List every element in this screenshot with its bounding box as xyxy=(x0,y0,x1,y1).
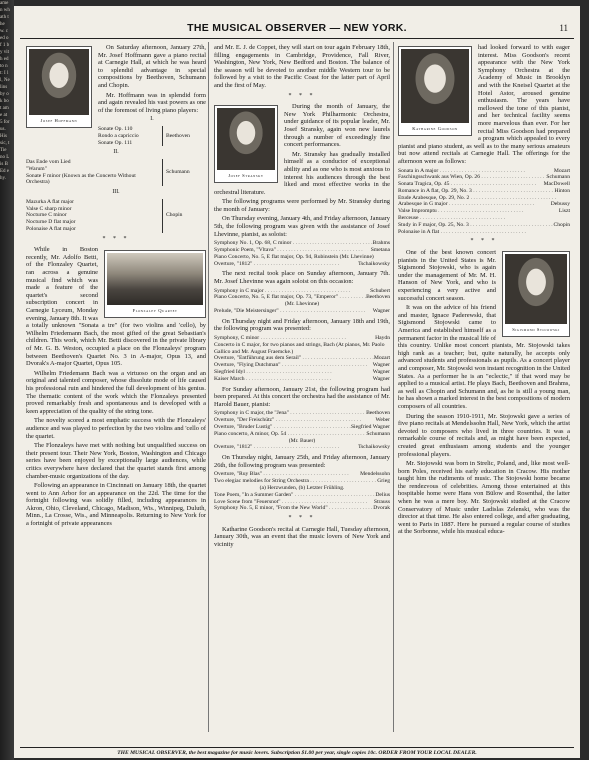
photo-stransky xyxy=(214,105,278,183)
adjacent-page-edge xyxy=(0,0,14,760)
portrait-image xyxy=(29,49,89,115)
program-line: Overture, "Bruder Lustig" . . . Siegfried Wagner xyxy=(214,424,390,431)
program-line: Overture, "1812" . . . Tschaikowsky xyxy=(214,261,390,268)
paragraph: On Thursday evening, January 4th, and Friday afternoon, January 5th, the following program was given with the assistance of Josef Lhevinne, pianist, as soloist: xyxy=(214,215,390,238)
paragraph: During the month of January, the New York Philharmonic Orchestra, under guidance of its popular leader, Mr. Josef Stransky, again won new laurels through a number of exceedingly fine concert performances. xyxy=(284,103,390,149)
portrait-image xyxy=(401,49,469,123)
paragraph: While in Boston recently, Mr. Adolfo Betti, of the Flonzaley Quartet, ran across a genuine musical find which was made a feature of the quartet's second subscription concert in Carnegie Lyceum, Monday evening, January 8th. It was a totally unknown "Sonata a tre" (for two violins and 'cello), by Wilhelm Friedemann Bach, the most gifted of the great Sebastian's children. This work, which Mr. Betti discovered in the private library of Mr. G. B. Weston, occupied a place on the Flonzaleys' program between Beethoven's Quartet No. 3 in A-major, Opus 13, and Dvorak's A-major Quartet, Opus 105. xyxy=(26,246,206,368)
program-item: Mazurka A flat major xyxy=(26,198,74,205)
column-2 xyxy=(214,44,390,550)
paragraph: The novelty scored a most emphatic success with the Flonzaleys' audience and was played to perfection by the two violins and 'cello of the quartet. xyxy=(26,417,206,440)
program-line: Symphony No. 5, E minor, "From the New World" . . . Dvorak xyxy=(214,505,390,512)
program-line: Valse Impromptu . . . Liszt xyxy=(398,208,570,215)
program-line: Love Scene from "Feuersnot" . . . Strauss xyxy=(214,499,390,506)
paragraph: On Saturday afternoon, January 27th, Mr. Josef Hoffmann gave a piano recital at Carnegie Hall, at which he was heard to splendid advantage in special compositions by Beethoven, Schumann and Chopin. xyxy=(98,44,206,89)
photo-goodson xyxy=(398,46,472,136)
program-line: Two elegiac melodies for String Orchestra . . . Grieg xyxy=(214,478,390,485)
photo-caption: Sigismond Stojowski xyxy=(512,327,560,333)
program-list xyxy=(214,288,390,315)
program-item: "Warum" xyxy=(26,165,47,172)
program-item: Sonate Op. 111 xyxy=(98,139,133,146)
photo-stojowski xyxy=(502,251,570,337)
portrait-image xyxy=(505,254,567,324)
footer-rule xyxy=(20,747,574,748)
section-separator: * * * xyxy=(102,235,130,242)
program-line: Symphony in C major . . . Schubert xyxy=(214,288,390,295)
program-line: Overture, "Ruy Blas" . . . Mendelssohn xyxy=(214,471,390,478)
program-list xyxy=(214,410,390,451)
program-section-number: III. xyxy=(112,189,120,196)
program-line: Study in F major, Op. 25, No. 3 . . . Chopin xyxy=(398,222,570,229)
paragraph: Mr. Stransky has gradually installed himself as a conductor of exceptional ability and as one who is most anxious to interest his audiences through the best liked and most effective works in the orchestral literature. xyxy=(214,150,390,196)
column-3 xyxy=(398,44,570,538)
paragraph: The following programs were performed by Mr. Stransky during the month of January: xyxy=(214,198,390,213)
paragraph: One of the best known concert pianists in the United States is Mr. Sigismond Stojowski, who is again under the management of Mr. M. H. Hanson of New York, and who is experiencing a very active and successful concert season. xyxy=(398,249,496,302)
page-footer: THE MUSICAL OBSERVER, the best magazine for music lovers. Subscription $1.00 per year, single copies 10c. ORDER FROM YOUR LOCAL DEALER. xyxy=(117,750,477,756)
page-number: 11 xyxy=(559,23,568,33)
paragraph: Mr. Hoffmann was in splendid form and again revealed his vast powers as one of the foremost of living piano players: xyxy=(98,91,206,114)
header-rule xyxy=(20,38,574,39)
column-divider xyxy=(393,42,394,732)
page-header: THE MUSICAL OBSERVER — NEW YORK. xyxy=(187,22,407,34)
section-separator: * * * xyxy=(288,92,316,99)
program-item: Das Ende vom Lied xyxy=(26,158,71,165)
program-line: Piano Concerto, No. 5, E flat major, Op. 94, Rubinstein (Mr. Lhevinne) xyxy=(214,253,374,260)
program-section-number: I. xyxy=(150,116,154,123)
program-line: Overture, "1812" . . . Tschaikowsky xyxy=(214,444,390,451)
program-item: Polonaise A flat major xyxy=(26,225,76,232)
program-line: Faschingsschwank aus Wien, Op. 26 . . . Schumann xyxy=(398,174,570,181)
paragraph: and Mr. E. J. de Coppet, they will start on tour again February 18th, filling engagements in Cambridge, Providence, Fall River, Washington, New York, New Bedford and Boston. The balance of the season will be devoted to another middle Western tour to be followed by a visit to the Pacific Coast for the latter part of April and the first of May. xyxy=(214,44,390,89)
program-line: Symphony in C major, the "Jena" . . . Beethoven xyxy=(214,410,390,417)
photo-caption: Josef Hoffmann xyxy=(40,118,78,123)
program-list xyxy=(214,335,390,383)
paragraph: On Thursday night, January 25th, and Friday afternoon, January 26th, the following program was presented: xyxy=(214,454,390,469)
program-line: Tone Poem, "In a Summer Garden" . . . Delius xyxy=(214,492,390,499)
program-item: Nocturne D flat major xyxy=(26,219,76,226)
paragraph: During the season 1910-1911, Mr. Stojowski gave a series of five piano recitals at Mendelssohn Hall, New York, which the artist devoted to composers who lived in three countries. It was a remarkable course of recitals and, as might have been expected, created great enthusiasm among students and the younger professional players. xyxy=(398,412,570,458)
program-list xyxy=(214,471,390,512)
program-item: Rondo a capriccio xyxy=(98,132,139,139)
paragraph: Mr. Stojowski was born in Strelic, Poland, and, like most well-born Poles, received his early education in Cracow. His mother taught him the rudiments of music. The Stojowski home became the rendezvous of celebrities. Among those entertained at this hospitable home were Hans von Bülow and Rosenthal, the latter when he was a mere boy. Mr. Stojowski studied at the Cracow Conservatory of Music under Ladislas Zelenski, who was the director at that time. He also entered college, and after graduating, went to Paris in 1887. Here he pursued a regular course of studies at the Sorbonne, while his musical educa- xyxy=(398,460,570,536)
photo-caption: Katharine Goodson xyxy=(412,126,458,131)
program-list xyxy=(98,126,206,146)
program-item: Sonate Op. 110 xyxy=(98,125,133,132)
program-line: Symphony, C minor . . . Haydn xyxy=(214,335,390,342)
program-line: Symphony No. 1, Op. 68, C minor . . . Brahms xyxy=(214,240,390,247)
program-composer: Beethoven xyxy=(166,132,190,139)
adjacent-page-text: amen wh ath the w. ced of 1 by vith ed to nt: I ll, Ne lins by ok bot ame at 5 for us. His sic, t Tie no L is B Ed e hy. xyxy=(0,1,10,181)
program-list xyxy=(398,168,570,236)
program-line: (Mr. Lhevinne) xyxy=(284,301,320,308)
program-line: Sonata in A major . . . Mozart xyxy=(398,168,570,175)
paragraph: On Thursday night and Friday afternoon, January 18th and 19th, the following program was presented: xyxy=(214,317,390,333)
program-line: (a) Herzwunden, (b) Letzter Frühling. xyxy=(259,484,345,491)
paragraph: had looked forward to with eager interest. Miss Goodson's recent appearance with the New York Symphony Orchestra at the Academy of Music in Brooklyn and with the Kneisel Quartet at the Hotel Astor, aroused genuine enthusiasm. The years have mellowed the tone of this pianist, and her technical facility seems more marvelous than ever. For her recital Miss Goodson had prepared a program which appealed to every pianist and piano student, as well as to the many serious amateurs but now attend recitals at Carnegie Hall. The offerings for the afternoon were as follows: xyxy=(398,44,570,165)
program-line: Arabesque in G major . . . Debussy xyxy=(398,201,570,208)
program-line: Piano Concerto, No. 5, E flat major, Op. 73, "Emperor" . . . Beethoven xyxy=(214,294,390,301)
program-line: Etude Arabesque, Op. 29, No. 2 . . . xyxy=(398,195,570,202)
program-line: Prelude, "Die Meistersinger" . . . Wagner xyxy=(214,308,390,315)
program-composer: Schumann xyxy=(166,169,190,176)
program-list xyxy=(214,240,390,267)
program-line: (Mr. Bauer) xyxy=(288,437,316,444)
magazine-page xyxy=(14,6,580,758)
photo-flonzaley-quartet xyxy=(104,250,206,318)
paragraph: Following an appearance in Cincinnati on January 18th, the quartet went to Ann Arbor for an appearance on the 22d. The time for the fortnight following was solidly filled, including appearances in Akron, Ohio, Cleveland, Chicago, Madison, Wis., Winnipeg, Duluth, Minn., La Crosse, Wis., and Minneapolis. Returning to New York for a fortnight of private appearances xyxy=(26,482,206,528)
section-separator: * * * xyxy=(470,238,498,245)
group-photo-image xyxy=(107,253,203,305)
photo-caption: Flonzaley Quartet xyxy=(132,308,178,314)
paragraph: Katharine Goodson's recital at Carnegie Hall, Tuesday afternoon, January 30th, was an event that the music lovers of New York and vicinity xyxy=(214,525,390,548)
column-divider xyxy=(208,42,209,732)
paragraph: It was on the advice of his friend and master, Ignace Paderewski, that Sigismond Stojowski came to America and established himself as a permanent factor in the musical life of this country. Unlike most concert pianists, Mr. Stojowski takes high rank as a teacher; but, quite naturally, he accepts only advanced students and professionals as pupils. As a concert player and composer, Mr. Stojowski won instant recognition in the United States. As a performer he is an "eclectic," if that word may be applied to a musical artist. He plays Bach, Beethoven and Brahms, as well as Chopin and Schumann and, as he is still a young man, he has shown a marked interest in the best compositions of modern composers of all countries. xyxy=(398,304,570,410)
program-line: Symphonic Poem, "Vltava" . . . Smetana xyxy=(214,247,390,254)
program-line: Piano concerto, A minor, Op. 54 . . . Schumann xyxy=(214,431,390,438)
program-line: Concerto in C major, for two pianos and strings, Bach (At pianos, Mr. Paolo Gallico and Mr. August Fraemcke.) xyxy=(214,341,385,355)
paragraph: For Sunday afternoon, January 21st, the following program had been prepared. At this concert the orchestra had the assistance of Mr. Harold Bauer, pianist: xyxy=(214,385,390,408)
program-composer: Chopin xyxy=(166,212,183,219)
program-list xyxy=(26,159,206,186)
program-line: Overture, "Der Freischütz" . . . Weber xyxy=(214,417,390,424)
column-1 xyxy=(26,44,206,530)
program-line: Berceuse . . . xyxy=(398,215,570,222)
program-item: Nocturne C minor xyxy=(26,212,67,219)
paragraph: The Flonzaleys have met with nothing but unqualified success on their present tour. Their New York, Boston, Washington and Chicago series have been enjoyed by exceptionally large audiences, while critics everywhere have declared that the quartet stands first among chamber-music organizations of the day. xyxy=(26,442,206,480)
program-line: Romance in A flat, Op. 29, No. 3 . . . Hinton xyxy=(398,188,570,195)
program-line: Polonaise in A flat . . . xyxy=(398,229,570,236)
section-separator: * * * xyxy=(288,515,316,522)
program-line: Siegfried Idyl . . . Wagner xyxy=(214,369,390,376)
program-item: Sonate F minor (Known as the Concerto Without Orchestra) xyxy=(26,172,136,186)
paragraph: The next recital took place on Sunday afternoon, January 7th. Mr. Josef Lhevinne was again soloist on this occasion: xyxy=(214,270,390,286)
photo-caption: Josef Stransky xyxy=(228,173,264,179)
program-line: Overture, "Entführung aus dem Serail" . . . Mozart xyxy=(214,355,390,362)
program-item: Valse C sharp minor xyxy=(26,205,72,212)
program-line: Overture, "Flying Dutchman" . . . Wagner xyxy=(214,362,390,369)
photo-hoffmann xyxy=(26,46,92,128)
program-line: Sonata Tragica, Op. 45 . . . MacDowell xyxy=(398,181,570,188)
portrait-image xyxy=(217,108,275,170)
paragraph: Wilhelm Friedemann Bach was a virtuoso on the organ and an original and talented composer, whose dissolute mode of life caused his professional ruin and hindered the full development of his genius. The thematic content of the work which the Flonzaleys presented proved remarkably fresh and spontaneous and is developed with a keen appreciation of the quality of the string tone. xyxy=(26,369,206,415)
program-line: Kaiser March . . . Wagner xyxy=(214,376,390,383)
program-section-number: II. xyxy=(113,149,119,156)
program-list xyxy=(26,199,206,233)
